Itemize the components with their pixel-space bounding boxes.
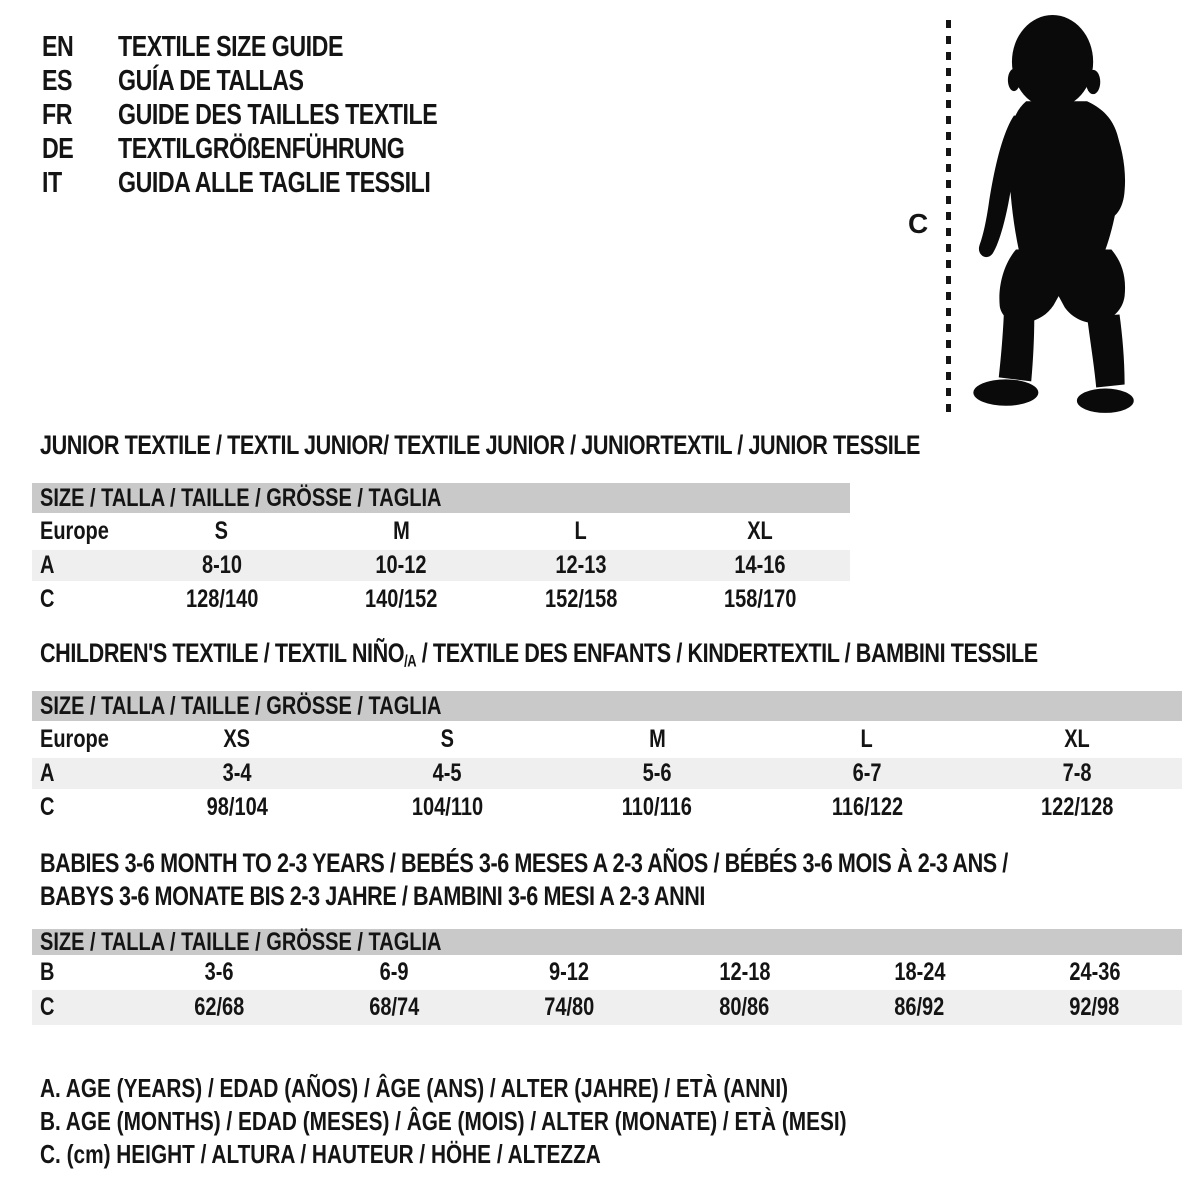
junior-row-height: C 128/140 140/152 152/158 158/170 [40,584,797,613]
children-row-age: A 3-4 4-5 5-6 6-7 7-8 [32,758,1182,789]
children-size-xs: XS [223,725,251,753]
junior-table-size-header: SIZE / TALLA / TAILLE / GRÖSSE / TAGLIA [32,483,850,513]
lang-row-fr [42,98,517,132]
lang-title-it: GUIDA ALLE TAGLIE TESSILI [118,166,431,199]
junior-size-table [32,483,850,617]
babies-row-months: B 3-6 6-9 9-12 12-18 18-24 24-36 [40,958,1121,986]
junior-size-s: S [215,517,229,545]
children-size-xl: XL [1064,725,1090,753]
height-measure-dashed-line [946,20,951,418]
legend-line-a: A. AGE (YEARS) / EDAD (AÑOS) / ÂGE (ANS) / ALTER (JAHRE) / ETÀ (ANNI) [40,1073,789,1103]
children-size-table [32,691,1182,825]
junior-row-age: A 8-10 10-12 12-13 14-16 [32,550,850,581]
lang-code-de: DE [42,132,74,165]
junior-row-region [32,513,850,550]
babies-table-size-header: SIZE / TALLA / TAILLE / GRÖSSE / TAGLIA [32,929,1182,955]
junior-size-m: M [392,517,410,545]
children-row-height: C 98/104 104/110 110/116 116/122 122/128 [40,792,1114,821]
lang-title-es: GUÍA DE TALLAS [118,64,304,97]
children-size-s: S [440,725,454,753]
junior-section-title: JUNIOR TEXTILE / TEXTIL JUNIOR/ TEXTILE JUNIOR / JUNIORTEXTIL / JUNIOR TESSILE [40,430,921,460]
children-title-subscript: /A [404,652,417,671]
children-region-label: Europe [40,725,109,753]
lang-row-en [42,30,517,64]
lang-row-es [42,64,517,98]
legend-line-b: B. AGE (MONTHS) / EDAD (MESES) / ÂGE (MOIS) / ALTER (MONATE) / ETÀ (MESI) [40,1106,847,1136]
junior-region-label: Europe [40,517,109,545]
children-size-l: L [860,725,874,753]
lang-title-de: TEXTILGRÖßENFÜHRUNG [118,132,405,165]
lang-code-es: ES [42,64,73,97]
children-section-title: CHILDREN'S TEXTILE / TEXTIL $NIÑO_{/A}$ / TEXTILE DES ENFANTS / KINDERTEXTIL / BAMBINI TESSILE [40,638,1038,671]
language-title-block [42,30,517,200]
height-measure-label: C [908,208,929,239]
children-row-region [32,721,1182,758]
legend-line-c: C. (cm) HEIGHT / ALTURA / HAUTEUR / HÖHE / ALTEZZA [40,1139,601,1169]
junior-size-l: L [574,517,587,545]
babies-size-table [32,929,1182,1025]
lang-code-en: EN [42,30,74,63]
lang-row-it [42,166,517,200]
lang-title-en: TEXTILE SIZE GUIDE [118,30,343,63]
lang-title-fr: GUIDE DES TAILLES TEXTILE [118,98,438,131]
children-size-m: M [648,725,666,753]
toddler-silhouette-image [962,14,1137,420]
children-table-size-header: SIZE / TALLA / TAILLE / GRÖSSE / TAGLIA [32,691,1182,721]
measurement-legend [40,1072,1048,1171]
lang-row-de [42,132,517,166]
lang-code-it: IT [42,166,62,199]
junior-size-xl: XL [747,517,774,545]
babies-section-title: BABIES 3-6 MONTH TO 2-3 YEARS / BEBÉS 3-6 MESES A 2-3 AÑOS / BÉBÉS 3-6 MOIS À 2-3 ANS / BABYS 3-6 MONATE BIS 2-3 JAHRE / BAMBINI 3-6 MESI A 2-3 ANNI [40,848,1008,911]
babies-row-height: C 62/68 68/74 74/80 80/86 86/92 92/98 [32,990,1182,1025]
lang-code-fr: FR [42,98,72,131]
